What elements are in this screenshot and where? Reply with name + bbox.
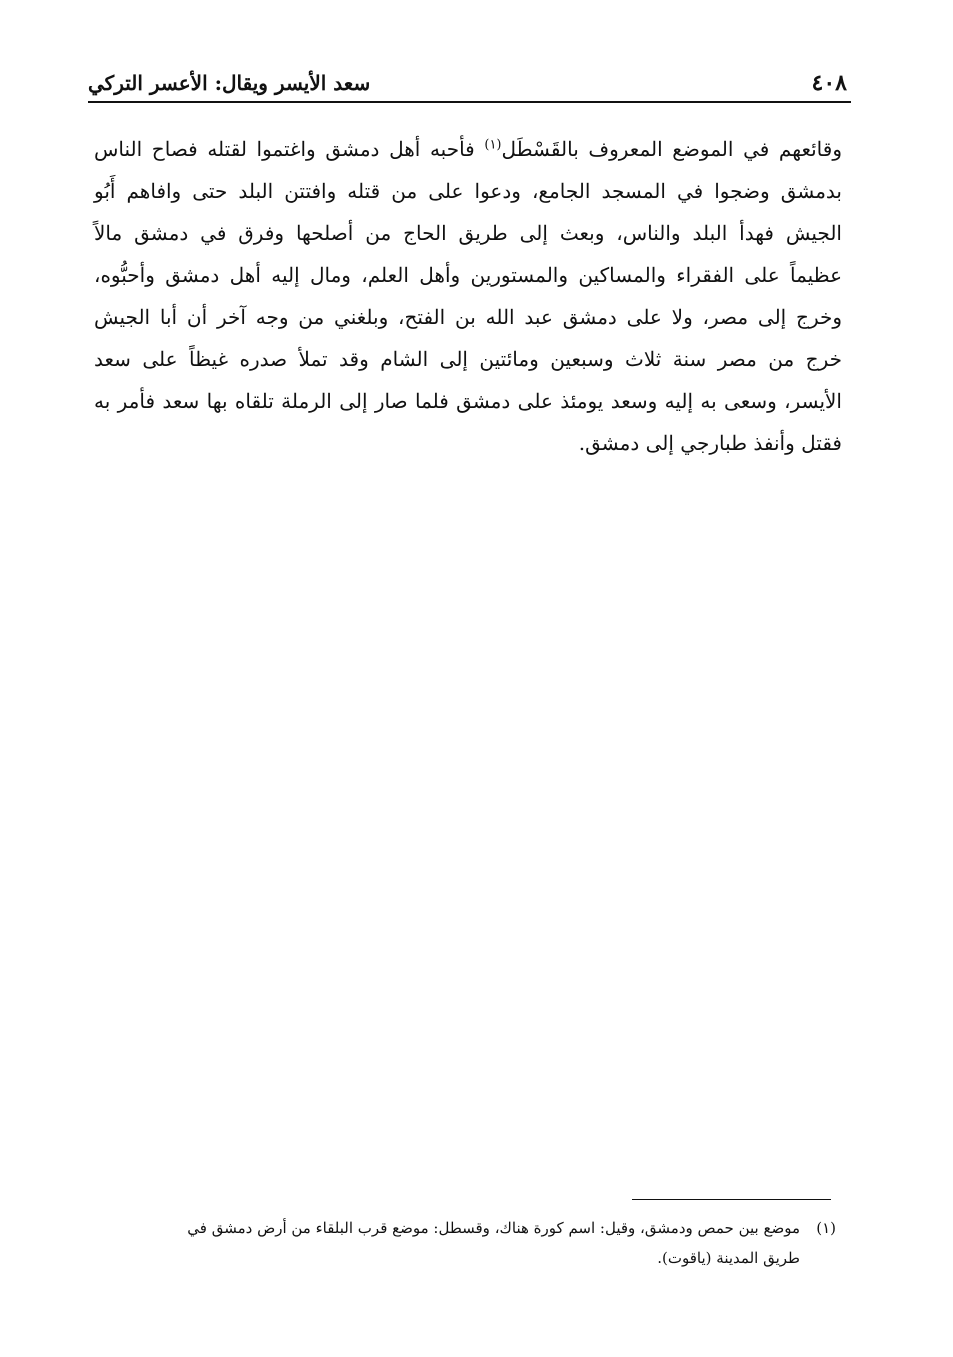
body-line-8: فقتل وأنفذ طبارجي إلى دمشق.	[578, 431, 842, 455]
page-header	[88, 66, 851, 102]
footnote-marker[interactable]: (١)	[484, 137, 502, 153]
page-number: ٤٠٨	[811, 70, 847, 96]
body-line-1-start: وقائعهم في الموضع المعروف بالقَسْطَل	[501, 137, 842, 161]
body-line-2: بدمشق وضجوا في المسجد الجامع، ودعوا على من قتله وافتتن البلد حتى وافاهم أَبُو	[94, 179, 842, 203]
body-line-1	[94, 128, 842, 170]
running-title: سعد الأيسر ويقال: الأعسر التركي	[88, 71, 371, 95]
footnote-line-2	[88, 1243, 836, 1273]
body-line-3: الجيش فهدأ البلد والناس، وبعث إلى طريق الحاج من أصلحها وفرق في دمشق مالاً	[94, 221, 842, 245]
footnote-text-2: طريق المدينة (ياقوت).	[657, 1249, 800, 1267]
body-line-4: عظيماً على الفقراء والمساكين والمستورين وأهل العلم، ومال إليه أهل دمشق وأحبُّوه،	[94, 263, 842, 287]
body-text	[94, 128, 842, 464]
body-line-1-end: فأحبه أهل دمشق واغتموا لقتله فصاح الناس	[94, 137, 485, 161]
body-line-6: خرج من مصر سنة ثلاث وسبعين ومائتين إلى الشام وقد تملأ صدره غيظاً على سعد	[94, 347, 842, 371]
footnote-number: (١)	[816, 1219, 836, 1237]
footnote	[88, 1213, 836, 1273]
footnote-separator	[632, 1199, 831, 1200]
footnote-line-1	[88, 1213, 836, 1243]
header-rule	[88, 101, 851, 103]
body-line-5: وخرج إلى مصر، ولا على دمشق عبد الله بن الفتح، وبلغني من وجه آخر أن أبا الجيش	[94, 305, 842, 329]
footnote-text-1: موضع بين حمص ودمشق، وقيل: اسم كورة هناك، وقسطل: موضع قرب البلقاء من أرض دمشق في	[187, 1219, 800, 1237]
body-line-7: الأيسر، وسعى به إليه وسعد يومئذ على دمشق فلما صار إلى الرملة تلقاه بها سعد فأمر به	[94, 389, 842, 413]
